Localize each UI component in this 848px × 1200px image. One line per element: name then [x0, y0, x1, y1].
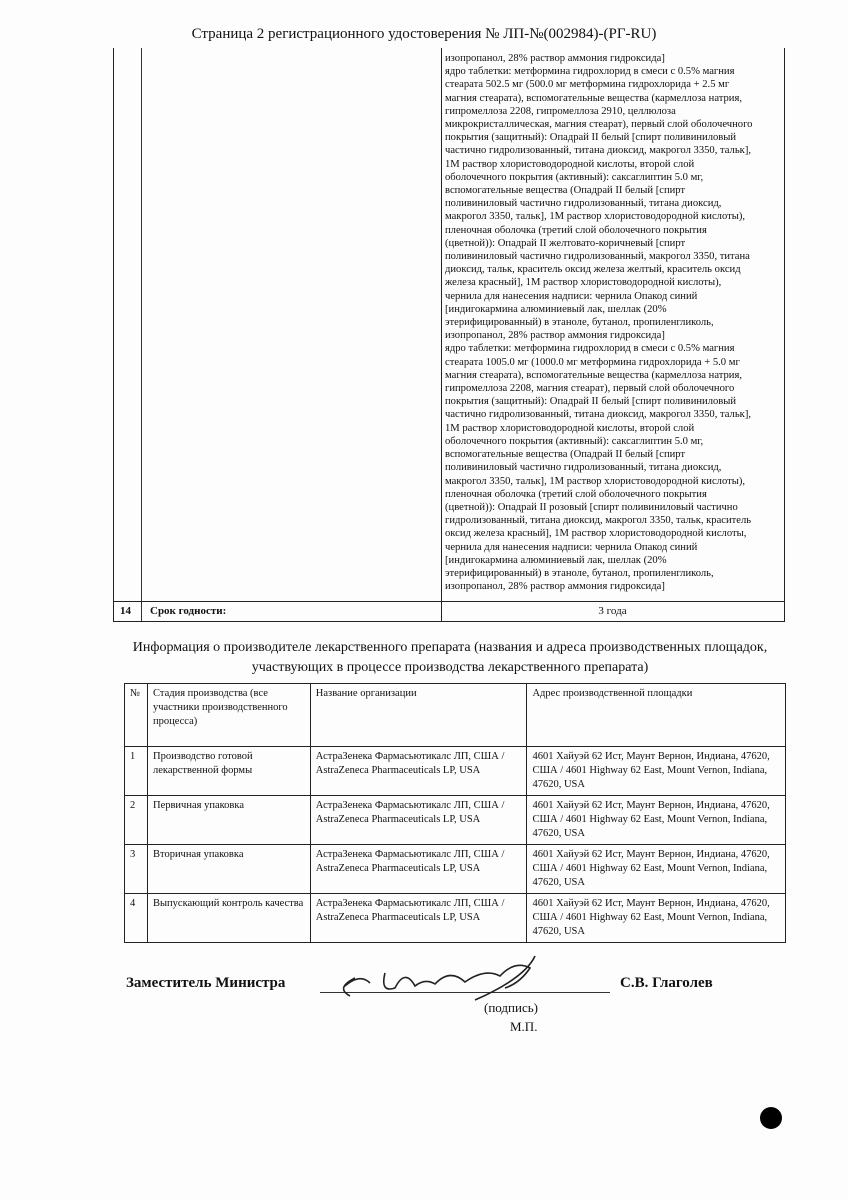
cell-stage: Выпускающий контроль качества	[147, 894, 310, 943]
composition-line: оболочечного покрытия (активный): саксаглиптин 5.0 мг,	[445, 435, 704, 447]
composition-line: чернила для нанесения надписи: чернила Опакод синий	[445, 541, 698, 553]
composition-line: магния стеарата), вспомогательные вещества (кармеллоза натрия,	[445, 369, 742, 381]
composition-line: ядро таблетки: метформина гидрохлорид в смеси с 0.5% магния	[445, 343, 735, 355]
row-divider	[114, 621, 784, 622]
composition-line: изопропанол, 28% раствор аммония гидроксида]	[445, 53, 665, 64]
cell-number: 2	[125, 796, 148, 845]
column-divider	[441, 48, 442, 622]
row-divider	[114, 601, 784, 602]
column-divider	[141, 48, 142, 622]
composition-line: покрытия (защитный): Опадрай II белый [спирт поливиниловый	[445, 132, 737, 144]
table-header-row	[125, 684, 786, 747]
cell-organization: АстраЗенека Фармасьютикалс ЛП, США / AstraZeneca Pharmaceuticals LP, USA	[310, 747, 527, 796]
cell-stage: Первичная упаковка	[147, 796, 310, 845]
composition-line: поливиниловый частично гидролизованный, титана диоксид,	[445, 462, 722, 474]
composition-line: пленочная оболочка (третий слой оболочечного покрытия	[445, 224, 707, 236]
composition-line: вспомогательные вещества (Опадрай II белый [спирт	[445, 449, 686, 461]
signature-caption: (подпись)	[484, 1000, 538, 1015]
composition-text	[445, 52, 783, 593]
composition-line: (цветной)): Опадрай II желтовато-коричневый [спирт	[445, 237, 686, 249]
cell-organization: АстраЗенека Фармасьютикалс ЛП, США / AstraZeneca Pharmaceuticals LP, USA	[310, 894, 527, 943]
composition-line: макрогол 3350, тальк], 1М раствор хлористоводородной кислоты),	[445, 211, 746, 223]
header-number: №	[125, 684, 148, 747]
composition-line: чернила для нанесения надписи: чернила Опакод синий	[445, 290, 698, 302]
cell-number: 3	[125, 845, 148, 894]
cell-organization: АстраЗенека Фармасьютикалс ЛП, США / AstraZeneca Pharmaceuticals LP, USA	[310, 796, 527, 845]
composition-line: пленочная оболочка (третий слой оболочечного покрытия	[445, 488, 707, 500]
composition-line: вспомогательные вещества (Опадрай II белый [спирт	[445, 185, 686, 197]
composition-line: оболочечного покрытия (активный): саксаглиптин 5.0 мг,	[445, 171, 704, 183]
cell-stage: Производство готовой лекарственной формы	[147, 747, 310, 796]
composition-line: этерифицированный) в этаноле, бутанол, пропиленгликоль,	[445, 317, 714, 329]
composition-line: 1М раствор хлористоводородной кислоты, второй слой	[445, 158, 695, 170]
composition-line: поливиниловый частично гидролизованный, макрогол 3350, титана	[445, 251, 750, 263]
page-header: Страница 2 регистрационного удостоверения № ЛП-№(002984)-(РГ-RU)	[191, 26, 657, 42]
cell-address: 4601 Хайуэй 62 Ист, Маунт Вернон, Индиана, 47620, США / 4601 Highway 62 East, Mount Vernon, Indiana, 47620, USA	[527, 747, 786, 796]
scan-mark	[760, 1107, 782, 1129]
header-address: Адрес производственной площадки	[527, 684, 786, 747]
header-organization: Название организации	[310, 684, 527, 747]
cell-number: 4	[125, 894, 148, 943]
composition-line: частично гидролизованный, титана диоксид, макрогол 3350, тальк],	[445, 145, 751, 157]
composition-line: поливиниловый частично гидролизованный, титана диоксид,	[445, 198, 722, 210]
shelf-life-label: Срок годности:	[150, 605, 227, 617]
composition-line: ядро таблетки: метформина гидрохлорид в смеси с 0.5% магния	[445, 66, 735, 78]
manufacturer-table	[124, 683, 786, 943]
composition-line: стеарата 1005.0 мг (1000.0 мг метформина гидрохлорида + 5.0 мг	[445, 356, 740, 368]
cell-stage: Вторичная упаковка	[147, 845, 310, 894]
composition-line: изопропанол, 28% раствор аммония гидроксида]	[445, 330, 665, 342]
signer-name: С.В. Глаголев	[620, 975, 713, 991]
composition-line: 1М раствор хлористоводородной кислоты, второй слой	[445, 422, 695, 434]
manufacturer-heading: Информация о производителе лекарственного препарата (названия и адреса производственных площадок, участвующих в процессе производства лекарственного препарата)	[132, 640, 768, 675]
composition-line: этерифицированный) в этаноле, бутанол, пропиленгликоль,	[445, 567, 714, 579]
composition-line: частично гидролизованный, титана диоксид, макрогол 3350, тальк],	[445, 409, 751, 421]
composition-line: гипромеллоза 2208, гипромеллоза 2910, целлюлоза	[445, 105, 676, 117]
composition-line: гидролизованный, титана диоксид, макрогол 3350, тальк, краситель	[445, 515, 752, 527]
composition-line: оксид железа красный], 1М раствор хлористоводородной кислоты,	[445, 528, 747, 540]
cell-address: 4601 Хайуэй 62 Ист, Маунт Вернон, Индиана, 47620, США / 4601 Highway 62 East, Mount Vernon, Indiana, 47620, USA	[527, 796, 786, 845]
table-row	[125, 796, 786, 845]
composition-line: диоксид, тальк, краситель оксид железа желтый, краситель оксид	[445, 264, 741, 276]
composition-line: макрогол 3350, тальк], 1М раствор хлористоводородной кислоты),	[445, 475, 746, 487]
table-row	[125, 894, 786, 943]
signer-position: Заместитель Министра	[126, 975, 286, 991]
composition-table	[113, 48, 785, 622]
composition-line: стеарата 502.5 мг (500.0 мг метформина гидрохлорида + 2.5 мг	[445, 79, 730, 91]
cell-address: 4601 Хайуэй 62 Ист, Маунт Вернон, Индиана, 47620, США / 4601 Highway 62 East, Mount Vernon, Indiana, 47620, USA	[527, 894, 786, 943]
table-row	[125, 747, 786, 796]
composition-line: изопропанол, 28% раствор аммония гидроксида]	[445, 581, 665, 593]
cell-number: 1	[125, 747, 148, 796]
handwritten-signature	[325, 948, 555, 1003]
composition-line: железа красный], 1М раствор хлористоводородной кислоты),	[445, 277, 722, 289]
cell-organization: АстраЗенека Фармасьютикалс ЛП, США / AstraZeneca Pharmaceuticals LP, USA	[310, 845, 527, 894]
composition-line: магния стеарата), вспомогательные вещества (кармеллоза натрия,	[445, 92, 742, 104]
composition-line: [индигокармина алюминиевый лак, шеллак (20%	[445, 303, 667, 315]
composition-line: микрокристаллическая, магния стеарат), первый слой оболочечного	[445, 119, 753, 131]
table-row	[125, 845, 786, 894]
row-number: 14	[120, 605, 131, 617]
cell-address: 4601 Хайуэй 62 Ист, Маунт Вернон, Индиана, 47620, США / 4601 Highway 62 East, Mount Vernon, Indiana, 47620, USA	[527, 845, 786, 894]
stamp-place: М.П.	[510, 1019, 538, 1034]
header-stage: Стадия производства (все участники производственного процесса)	[147, 684, 310, 747]
composition-line: [индигокармина алюминиевый лак, шеллак (20%	[445, 554, 667, 566]
shelf-life-value: 3 года	[598, 605, 627, 617]
composition-line: гипромеллоза 2208, магния стеарат), первый слой оболочечного	[445, 383, 735, 395]
composition-line: покрытия (защитный): Опадрай II белый [спирт поливиниловый	[445, 396, 737, 408]
composition-line: (цветной)): Опадрай II розовый [спирт поливиниловый частично	[445, 501, 738, 513]
